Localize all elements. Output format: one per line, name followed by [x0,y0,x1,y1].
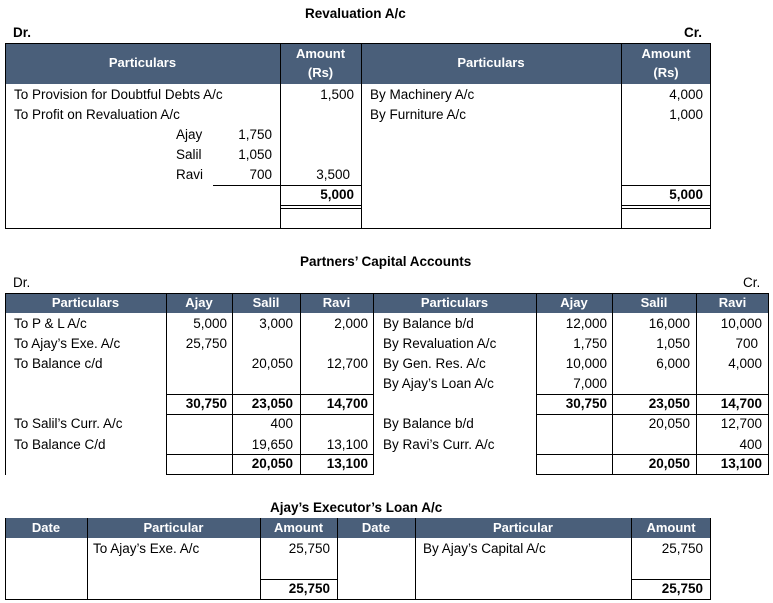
capital-debit-row-salil: 3,000 [259,316,293,331]
rule [213,185,281,186]
capital-debit-row-label: To P & L A/c [14,316,87,331]
revaluation-debit-total: 5,000 [320,187,354,202]
revaluation-partner-value: 1,050 [238,147,272,162]
rule [621,208,710,209]
capital-dr-label: Dr. [13,275,31,290]
capital-credit-row-label: By Gen. Res. A/c [383,356,486,371]
capital-credit-row-label: By Revaluation A/c [383,336,497,351]
revaluation-header-particulars-dr: Particulars [108,55,177,70]
capital-debit-row2-label: To Balance C/d [14,437,106,452]
revaluation-profit-total: 3,500 [316,167,350,182]
capital-debit-row2-ravi: 13,100 [326,437,368,452]
loan-debit-label: To Ajay’s Exe. A/c [93,541,200,556]
rule [166,454,373,455]
capital-debit-row2-label: To Salil’s Curr. A/c [14,416,123,431]
capital-title: Partners’ Capital Accounts [300,254,472,269]
capital-total2-credit-salil: 20,050 [648,456,690,471]
revaluation-partner-name: Ravi [176,167,204,182]
revaluation-machinery-amount: 4,000 [669,87,703,102]
rule [631,579,710,580]
revaluation-provision-amount: 1,500 [320,87,354,102]
rule [5,228,711,229]
loan-credit-total: 25,750 [661,581,703,596]
revaluation-partner-value: 1,750 [238,127,272,142]
capital-total-debit-ravi: 14,700 [326,396,368,411]
capital-total2-debit-salil: 20,050 [251,456,293,471]
rule [280,208,361,209]
capital-credit-row-salil: 16,000 [648,316,690,331]
capital-debit-row2-salil: 400 [270,416,293,431]
capital-debit-row-salil: 20,050 [251,356,293,371]
capital-debit-row-label: To Balance c/d [14,356,103,371]
revaluation-partner-name: Salil [176,147,202,162]
capital-total-debit-salil: 23,050 [251,396,293,411]
capital-header-ravi-dr: Ravi [322,295,351,310]
rule [361,43,362,229]
capital-credit-row2-ravi: 400 [739,437,762,452]
loan-header-date-cr: Date [361,520,391,535]
rule [5,293,6,475]
capital-credit-row2-label: By Ravi’s Curr. A/c [383,437,495,452]
rule [87,518,88,600]
loan-credit-label: By Ajay’s Capital A/c [423,541,546,556]
capital-total2-debit-ravi: 13,100 [326,456,368,471]
capital-credit-row-ravi: 700 [735,336,758,351]
rule [280,205,361,206]
loan-header-particular-dr: Particular [143,520,204,535]
revaluation-credit-total: 5,000 [669,187,703,202]
revaluation-title: Revaluation A/c [305,6,406,21]
rule [166,414,373,415]
capital-total2-credit-ravi: 13,100 [720,456,762,471]
revaluation-header-amount-dr: Amount [295,46,346,61]
rule [166,474,373,475]
capital-header-particulars-cr: Particulars [420,295,489,310]
rule [536,454,769,455]
rule [166,394,373,395]
rule [710,43,711,229]
capital-credit-row2-ravi: 12,700 [720,416,762,431]
revaluation-furniture-label: By Furniture A/c [370,107,467,122]
rule [536,394,769,395]
loan-debit-amount: 25,750 [288,541,330,556]
capital-header-ravi-cr: Ravi [718,295,747,310]
capital-credit-row-salil: 1,050 [656,336,690,351]
loan-header-date-dr: Date [31,520,61,535]
capital-cr-label: Cr. [743,275,761,290]
capital-header-salil-cr: Salil [640,295,668,310]
rule [337,518,338,600]
rule [5,43,711,44]
loan-header-amount-cr: Amount [646,520,696,535]
rule [536,474,769,475]
revaluation-partner-name: Ajay [176,127,203,142]
rule [280,185,361,186]
capital-total-credit-salil: 23,050 [648,396,690,411]
capital-header-particulars-dr: Particulars [51,295,120,310]
capital-total-debit-ajay: 30,750 [185,396,227,411]
capital-debit-row-ravi: 2,000 [334,316,368,331]
revaluation-cr-label: Cr. [684,25,703,40]
rule [5,599,711,600]
capital-credit-row-ajay: 7,000 [573,376,607,391]
rule [710,518,711,600]
revaluation-profit-label: To Profit on Revaluation A/c [14,107,180,122]
capital-credit-row-ajay: 12,000 [565,316,607,331]
capital-header-ajay-dr: Ajay [185,295,213,310]
rule [536,414,769,415]
rule [415,518,416,600]
loan-header-particular-cr: Particular [493,520,553,535]
revaluation-provision-label: To Provision for Doubtful Debts A/c [14,87,223,102]
loan-header-amount-dr: Amount [273,520,324,535]
rule [5,518,6,600]
capital-credit-row-ravi: 10,000 [720,316,762,331]
capital-header-ajay-cr: Ajay [560,295,588,310]
revaluation-partner-value: 700 [249,167,272,182]
capital-credit-row2-label: By Balance b/d [383,416,474,431]
revaluation-header-rs-cr: (Rs) [653,65,679,80]
capital-credit-row-salil: 6,000 [656,356,690,371]
capital-credit-row-label: By Balance b/d [383,316,474,331]
capital-total-credit-ajay: 30,750 [565,396,607,411]
capital-total-credit-ravi: 14,700 [720,396,762,411]
capital-debit-row-ajay: 5,000 [193,316,227,331]
rule [260,579,337,580]
revaluation-header-rs-dr: (Rs) [307,65,334,80]
capital-debit-row-label: To Ajay’s Exe. A/c [14,336,121,351]
capital-credit-row-ravi: 4,000 [728,356,762,371]
capital-header-salil-dr: Salil [252,295,280,310]
capital-credit-row-ajay: 10,000 [565,356,607,371]
capital-credit-row2-salil: 20,050 [648,416,690,431]
rule [621,185,710,186]
loan-credit-amount: 25,750 [661,541,703,556]
capital-debit-row2-salil: 19,650 [251,437,293,452]
rule [373,293,374,475]
capital-credit-row-label: By Ajay’s Loan A/c [383,376,494,391]
capital-debit-row-ajay: 25,750 [185,336,227,351]
loan-debit-total: 25,750 [288,581,330,596]
rule [5,43,6,229]
rule [5,293,769,294]
loan-title: Ajay’s Executor’s Loan A/c [270,500,443,515]
capital-debit-row-ravi: 12,700 [326,356,368,371]
rule [768,293,769,475]
revaluation-header-amount-cr: Amount [641,46,691,61]
revaluation-furniture-amount: 1,000 [669,107,703,122]
rule [621,205,710,206]
revaluation-machinery-label: By Machinery A/c [370,87,475,102]
revaluation-header-particulars-cr: Particulars [457,55,525,70]
revaluation-dr-label: Dr. [13,25,32,40]
capital-credit-row-ajay: 1,750 [573,336,607,351]
